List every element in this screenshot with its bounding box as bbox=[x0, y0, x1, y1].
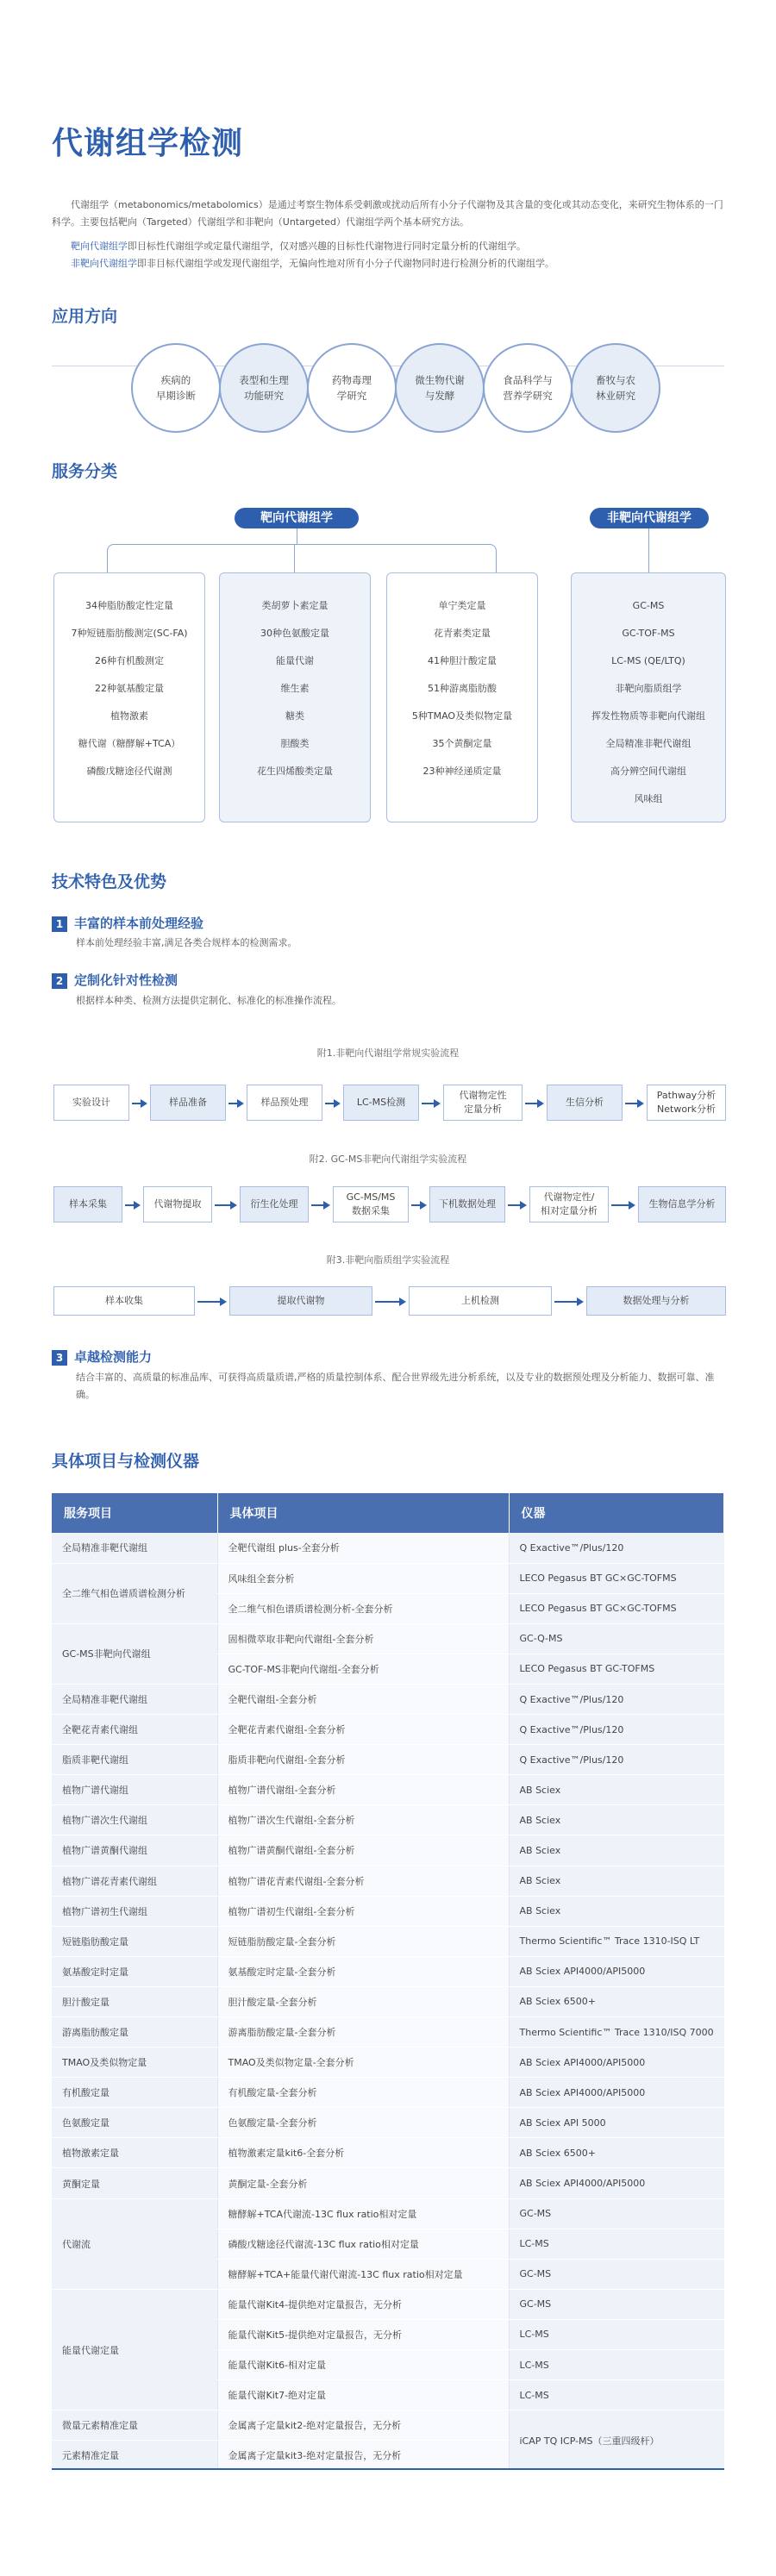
application-circle: 药物毒理 学研究 bbox=[307, 343, 397, 433]
service-item: 26种有机酸测定 bbox=[95, 655, 164, 666]
service-item: 糖类 bbox=[285, 710, 304, 722]
flow-arrow bbox=[611, 1204, 634, 1206]
service-cell: 氨基酸定时定量 bbox=[52, 1956, 217, 1986]
service-item: 花生四烯酸类定量 bbox=[257, 766, 333, 777]
service-cell: 植物广谱代谢组 bbox=[52, 1775, 217, 1805]
table-bottom-line bbox=[52, 2468, 724, 2470]
service-cell: 植物广谱花青素代谢组 bbox=[52, 1866, 217, 1896]
table-row bbox=[52, 1896, 724, 1926]
targeted-text: 即目标性代谢组学或定量代谢组学，仅对感兴趣的目标性代谢物进行同时定量分析的代谢组学。 bbox=[128, 241, 526, 252]
instrument-cell: Q Exactive™/Plus/120 bbox=[509, 1533, 724, 1563]
item-cell: 植物广谱次生代谢组-全套分析 bbox=[217, 1805, 509, 1835]
application-circle: 表型和生理 功能研究 bbox=[219, 343, 309, 433]
service-item: 磷酸戊糖途径代谢测 bbox=[86, 766, 172, 777]
service-item: 植物激素 bbox=[110, 710, 148, 722]
figure-3-caption: 附3.非靶向脂质组学实验流程 bbox=[326, 1254, 450, 1266]
service-cell: 全二维气相色谱质谱检测分析 bbox=[52, 1563, 217, 1623]
service-item: 能量代谢 bbox=[276, 655, 314, 666]
service-item: 胆酸类 bbox=[280, 738, 310, 749]
service-item: 维生素 bbox=[280, 683, 310, 694]
flow-step: 样本采集 bbox=[53, 1186, 122, 1222]
flow-arrow bbox=[625, 1103, 642, 1104]
flow-step: 下机数据处理 bbox=[429, 1186, 505, 1222]
instrument-cell: LECO Pegasus BT GC×GC-TOFMS bbox=[509, 1593, 724, 1623]
service-item: 5种TMAO及类似物定量 bbox=[411, 710, 513, 722]
item-cell: 能量代谢Kit6-相对定量 bbox=[217, 2350, 509, 2380]
instrument-cell: AB Sciex bbox=[509, 1896, 724, 1926]
item-cell: 能量代谢Kit7-绝对定量 bbox=[217, 2380, 509, 2410]
flow-arrow bbox=[215, 1204, 235, 1206]
service-item: 高分辨空间代谢组 bbox=[610, 766, 686, 777]
item-cell: 脂质非靶向代谢组-全套分析 bbox=[217, 1745, 509, 1775]
table-row bbox=[52, 2289, 724, 2319]
table-row bbox=[52, 1623, 724, 1654]
service-item: 挥发性物质等非靶向代谢组 bbox=[591, 710, 705, 722]
advantage-2-text: 根据样本种类、检测方法提供定制化、标准化的标准操作流程。 bbox=[76, 995, 341, 1006]
item-cell: 胆汁酸定量-全套分析 bbox=[217, 1986, 509, 2016]
targeted-label: 靶向代谢组学 bbox=[235, 508, 359, 528]
flow-arrow bbox=[422, 1103, 439, 1104]
item-cell: GC-TOF-MS非靶向代谢组-全套分析 bbox=[217, 1654, 509, 1684]
instrument-cell: GC-MS bbox=[509, 2259, 724, 2289]
flow-arrow bbox=[554, 1301, 582, 1303]
item-cell: 能量代谢Kit4-提供绝对定量报告，无分析 bbox=[217, 2289, 509, 2319]
table-row bbox=[52, 1986, 724, 2016]
service-item: GC-TOF-MS bbox=[622, 628, 675, 639]
service-cell: 植物广谱初生代谢组 bbox=[52, 1896, 217, 1926]
table-row bbox=[52, 2078, 724, 2108]
item-cell: 能量代谢Kit5-提供绝对定量报告，无分析 bbox=[217, 2319, 509, 2349]
item-cell: 氨基酸定时定量-全套分析 bbox=[217, 1956, 509, 1986]
flow-step: 提取代谢物 bbox=[229, 1286, 372, 1316]
service-item: 23种神经递质定量 bbox=[422, 766, 502, 777]
flow-step: Pathway分析 Network分析 bbox=[647, 1085, 726, 1121]
table-row bbox=[52, 1926, 724, 1956]
table-row bbox=[52, 1866, 724, 1896]
service-cell: 有机酸定量 bbox=[52, 2078, 217, 2108]
advantage-3-title: 3 卓越检测能力 bbox=[52, 1347, 152, 1366]
advantage-1-text: 样本前处理经验丰富,满足各类合规样本的检测需求。 bbox=[76, 937, 297, 948]
number-badge: 3 bbox=[52, 1350, 67, 1366]
service-cell: 脂质非靶代谢组 bbox=[52, 1745, 217, 1775]
advantage-2-title: 2 定制化针对性检测 bbox=[52, 971, 178, 989]
table-header-service: 服务项目 bbox=[52, 1493, 217, 1533]
instrument-cell: AB Sciex bbox=[509, 1866, 724, 1896]
service-cell: 黄酮定量 bbox=[52, 2168, 217, 2198]
service-column-4 bbox=[571, 572, 726, 822]
advantage-3-text: 结合丰富的、高质量的标准品库、可获得高质量质谱,严格的质量控制体系、配合世界级先进分析系统，以及专业的数据预处理及分析能力、数据可靠、准确。 bbox=[76, 1372, 715, 1400]
flow-step: 代谢物定性 定量分析 bbox=[443, 1085, 523, 1121]
flow-arrow bbox=[325, 1103, 339, 1104]
flow-step: LC-MS检测 bbox=[343, 1085, 419, 1121]
service-cell: 全靶花青素代谢组 bbox=[52, 1715, 217, 1745]
item-cell: 黄酮定量-全套分析 bbox=[217, 2168, 509, 2198]
service-cell: GC-MS非靶向代谢组 bbox=[52, 1623, 217, 1684]
item-cell: 磷酸戊糖途径代谢流-13C flux ratio相对定量 bbox=[217, 2229, 509, 2259]
service-cell: 代谢流 bbox=[52, 2198, 217, 2289]
flow-step: 生信分析 bbox=[547, 1085, 623, 1121]
table-header-item: 具体项目 bbox=[217, 1493, 509, 1533]
instrument-cell: GC-MS bbox=[509, 2198, 724, 2229]
figure-2-caption: 附2. GC-MS非靶向代谢组学实验流程 bbox=[309, 1154, 467, 1165]
service-item: 7种短链脂肪酸测定(SC-FA) bbox=[71, 628, 188, 639]
number-badge: 2 bbox=[52, 973, 67, 989]
untargeted-term: 非靶向代谢组学 bbox=[71, 258, 137, 269]
instrument-cell: AB Sciex API4000/API5000 bbox=[509, 2078, 724, 2108]
application-circle: 微生物代谢 与发酵 bbox=[395, 343, 485, 433]
table-row bbox=[52, 2410, 724, 2441]
service-column-3 bbox=[386, 572, 538, 822]
item-cell: 植物激素定量kit6-全套分析 bbox=[217, 2138, 509, 2168]
intro-paragraph: 代谢组学（metabonomics/metabolomics）是通过考察生物体系受刺激或扰动后所有小分子代谢物及其含量的变化或其动态变化，来研究生物体系的一门科学。主要包括靶向（Targeted）代谢组学和非靶向（Untargeted）代谢组学两个基本研究方法。 bbox=[52, 199, 723, 228]
instrument-cell: AB Sciex API4000/API5000 bbox=[509, 1956, 724, 1986]
instrument-cell: AB Sciex bbox=[509, 1835, 724, 1866]
service-item: 30种色氨酸定量 bbox=[260, 628, 329, 639]
service-item: 全局精准非靶代谢组 bbox=[605, 738, 692, 749]
connector-line bbox=[294, 544, 295, 572]
connector-line bbox=[107, 544, 497, 572]
instrument-cell: AB Sciex bbox=[509, 1805, 724, 1835]
table-row bbox=[52, 1956, 724, 1986]
service-item: 单宁类定量 bbox=[438, 600, 486, 611]
service-item: 类胡萝卜素定量 bbox=[261, 600, 329, 611]
instrument-cell: Thermo Scientific™ Trace 1310-ISQ LT bbox=[509, 1926, 724, 1956]
instrument-cell: AB Sciex 6500+ bbox=[509, 1986, 724, 2016]
instrument-cell: AB Sciex bbox=[509, 1775, 724, 1805]
item-cell: 色氨酸定量-全套分析 bbox=[217, 2108, 509, 2138]
advantages-heading: 技术特色及优势 bbox=[52, 872, 167, 891]
table-row bbox=[52, 1835, 724, 1866]
flow-step: 样品预处理 bbox=[247, 1085, 322, 1121]
instrument-cell: LC-MS bbox=[509, 2350, 724, 2380]
untargeted-text: 即非目标代谢组学或发现代谢组学，无偏向性地对所有小分子代谢物同时进行检测分析的代谢组学。 bbox=[137, 258, 554, 269]
item-cell: 糖酵解+TCA+能量代谢代谢流-13C flux ratio相对定量 bbox=[217, 2259, 509, 2289]
flow-step: 代谢物定性/ 相对定量分析 bbox=[529, 1186, 609, 1222]
flow-arrow bbox=[411, 1204, 425, 1206]
table-header-instrument: 仪器 bbox=[509, 1493, 724, 1533]
flow-step: 样品准备 bbox=[150, 1085, 226, 1121]
flow-arrow bbox=[125, 1204, 139, 1206]
service-cell: 植物激素定量 bbox=[52, 2138, 217, 2168]
item-cell: 植物广谱代谢组-全套分析 bbox=[217, 1775, 509, 1805]
page-title: 代谢组学检测 bbox=[52, 126, 244, 161]
instrument-cell: AB Sciex 6500+ bbox=[509, 2138, 724, 2168]
service-cell: 色氨酸定量 bbox=[52, 2108, 217, 2138]
flow-step: 衍生化处理 bbox=[240, 1186, 309, 1222]
item-cell: 植物广谱黄酮代谢组-全套分析 bbox=[217, 1835, 509, 1866]
instrument-cell: Q Exactive™/Plus/120 bbox=[509, 1715, 724, 1745]
table-row bbox=[52, 2017, 724, 2048]
untargeted-label: 非靶向代谢组学 bbox=[590, 508, 709, 528]
service-cell: TMAO及类似物定量 bbox=[52, 2048, 217, 2078]
application-circle: 畜牧与农 林业研究 bbox=[571, 343, 660, 433]
service-item: 花青素类定量 bbox=[434, 628, 491, 639]
advantage-1-title: 1 丰富的样本前处理经验 bbox=[52, 914, 203, 932]
item-cell: 短链脂肪酸定量-全套分析 bbox=[217, 1926, 509, 1956]
service-item: 非靶向脂质组学 bbox=[615, 683, 682, 694]
service-cell: 元素精准定量 bbox=[52, 2441, 217, 2471]
item-cell: 全靶代谢组 plus-全套分析 bbox=[217, 1533, 509, 1563]
instrument-cell: LC-MS bbox=[509, 2380, 724, 2410]
item-cell: 全二维气相色谱质谱检测分析-全套分析 bbox=[217, 1593, 509, 1623]
instrument-cell: iCAP TQ ICP-MS（三重四级杆） bbox=[509, 2410, 724, 2471]
item-cell: 风味组全套分析 bbox=[217, 1563, 509, 1593]
item-cell: 游离脂肪酸定量-全套分析 bbox=[217, 2017, 509, 2048]
table-heading: 具体项目与检测仪器 bbox=[52, 1452, 200, 1471]
item-cell: 有机酸定量-全套分析 bbox=[217, 2078, 509, 2108]
service-cell: 短链脂肪酸定量 bbox=[52, 1926, 217, 1956]
instrument-cell: GC-MS bbox=[509, 2289, 724, 2319]
instrument-cell: LECO Pegasus BT GC-TOFMS bbox=[509, 1654, 724, 1684]
service-cell: 植物广谱次生代谢组 bbox=[52, 1805, 217, 1835]
service-item: 51种游离脂肪酸 bbox=[428, 683, 497, 694]
instrument-cell: LC-MS bbox=[509, 2229, 724, 2259]
application-circle: 食品科学与 营养学研究 bbox=[483, 343, 573, 433]
flow-arrow bbox=[525, 1103, 542, 1104]
applications-heading: 应用方向 bbox=[52, 307, 118, 326]
table-row bbox=[52, 1533, 724, 1563]
instrument-cell: AB Sciex API4000/API5000 bbox=[509, 2048, 724, 2078]
flow-arrow bbox=[197, 1301, 225, 1303]
service-item: 糖代谢（糖酵解+TCA） bbox=[78, 738, 181, 749]
item-cell: TMAO及类似物定量-全套分析 bbox=[217, 2048, 509, 2078]
application-circle: 疾病的 早期诊断 bbox=[131, 343, 221, 433]
instrument-cell: Q Exactive™/Plus/120 bbox=[509, 1684, 724, 1714]
instrument-cell: GC-Q-MS bbox=[509, 1623, 724, 1654]
item-cell: 全靶花青素代谢组-全套分析 bbox=[217, 1715, 509, 1745]
service-cell: 全局精准非靶代谢组 bbox=[52, 1533, 217, 1563]
service-item: 41种胆汁酸定量 bbox=[428, 655, 497, 666]
flow-step: 代谢物提取 bbox=[143, 1186, 212, 1222]
item-cell: 固相微萃取非靶向代谢组-全套分析 bbox=[217, 1623, 509, 1654]
flow-arrow bbox=[132, 1103, 146, 1104]
flow-arrow bbox=[508, 1204, 525, 1206]
service-column-2 bbox=[219, 572, 371, 822]
flow-step: 上机检测 bbox=[409, 1286, 552, 1316]
table-row bbox=[52, 2048, 724, 2078]
instrument-cell: Thermo Scientific™ Trace 1310/ISQ 7000 bbox=[509, 2017, 724, 2048]
instrument-cell: LECO Pegasus BT GC×GC-TOFMS bbox=[509, 1563, 724, 1593]
table-row bbox=[52, 2198, 724, 2229]
services-heading: 服务分类 bbox=[52, 462, 118, 481]
table-row bbox=[52, 2138, 724, 2168]
flow-arrow bbox=[375, 1301, 404, 1303]
instrument-table bbox=[52, 1493, 724, 2471]
service-cell: 能量代谢定量 bbox=[52, 2289, 217, 2410]
instrument-cell: Q Exactive™/Plus/120 bbox=[509, 1745, 724, 1775]
flow-step: 实验设计 bbox=[53, 1085, 129, 1121]
connector-line bbox=[648, 528, 649, 572]
flow-step: GC-MS/MS 数据采集 bbox=[333, 1186, 409, 1222]
service-column-1 bbox=[53, 572, 205, 822]
instrument-cell: AB Sciex API 5000 bbox=[509, 2108, 724, 2138]
flow-step: 样本收集 bbox=[53, 1286, 195, 1316]
figure-1-caption: 附1.非靶向代谢组学常规实验流程 bbox=[316, 1047, 460, 1059]
flow-arrow bbox=[311, 1204, 329, 1206]
service-cell: 微量元素精准定量 bbox=[52, 2410, 217, 2441]
targeted-term: 靶向代谢组学 bbox=[71, 241, 128, 252]
item-cell: 全靶代谢组-全套分析 bbox=[217, 1684, 509, 1714]
service-cell: 全局精准非靶代谢组 bbox=[52, 1684, 217, 1714]
table-row bbox=[52, 2108, 724, 2138]
flow-step: 生物信息学分析 bbox=[638, 1186, 726, 1222]
service-item: LC-MS (QE/LTQ) bbox=[611, 655, 685, 666]
table-row bbox=[52, 2168, 724, 2198]
table-row bbox=[52, 1805, 724, 1835]
table-row bbox=[52, 1715, 724, 1745]
item-cell: 植物广谱花青素代谢组-全套分析 bbox=[217, 1866, 509, 1896]
item-cell: 金属离子定量kit3-绝对定量报告，无分析 bbox=[217, 2441, 509, 2471]
service-cell: 植物广谱黄酮代谢组 bbox=[52, 1835, 217, 1866]
targeted-definition bbox=[52, 238, 724, 255]
service-item: 22种氨基酸定量 bbox=[95, 683, 164, 694]
instrument-cell: LC-MS bbox=[509, 2319, 724, 2349]
item-cell: 金属离子定量kit2-绝对定量报告，无分析 bbox=[217, 2410, 509, 2441]
number-badge: 1 bbox=[52, 916, 67, 932]
table-row bbox=[52, 1775, 724, 1805]
item-cell: 糖酵解+TCA代谢流-13C flux ratio相对定量 bbox=[217, 2198, 509, 2229]
instrument-cell: AB Sciex API4000/API5000 bbox=[509, 2168, 724, 2198]
untargeted-definition bbox=[52, 255, 724, 272]
service-cell: 游离脂肪酸定量 bbox=[52, 2017, 217, 2048]
table-row bbox=[52, 1745, 724, 1775]
service-item: 风味组 bbox=[634, 793, 663, 804]
service-cell: 胆汁酸定量 bbox=[52, 1986, 217, 2016]
table-row bbox=[52, 1563, 724, 1593]
table-row bbox=[52, 1684, 724, 1714]
item-cell: 植物广谱初生代谢组-全套分析 bbox=[217, 1896, 509, 1926]
service-item: GC-MS bbox=[632, 600, 665, 611]
service-item: 34种脂肪酸定性定量 bbox=[85, 600, 173, 611]
intro-section bbox=[52, 197, 724, 272]
service-item: 35个黄酮定量 bbox=[432, 738, 492, 749]
flow-step: 数据处理与分析 bbox=[586, 1286, 726, 1316]
flow-arrow bbox=[228, 1103, 242, 1104]
